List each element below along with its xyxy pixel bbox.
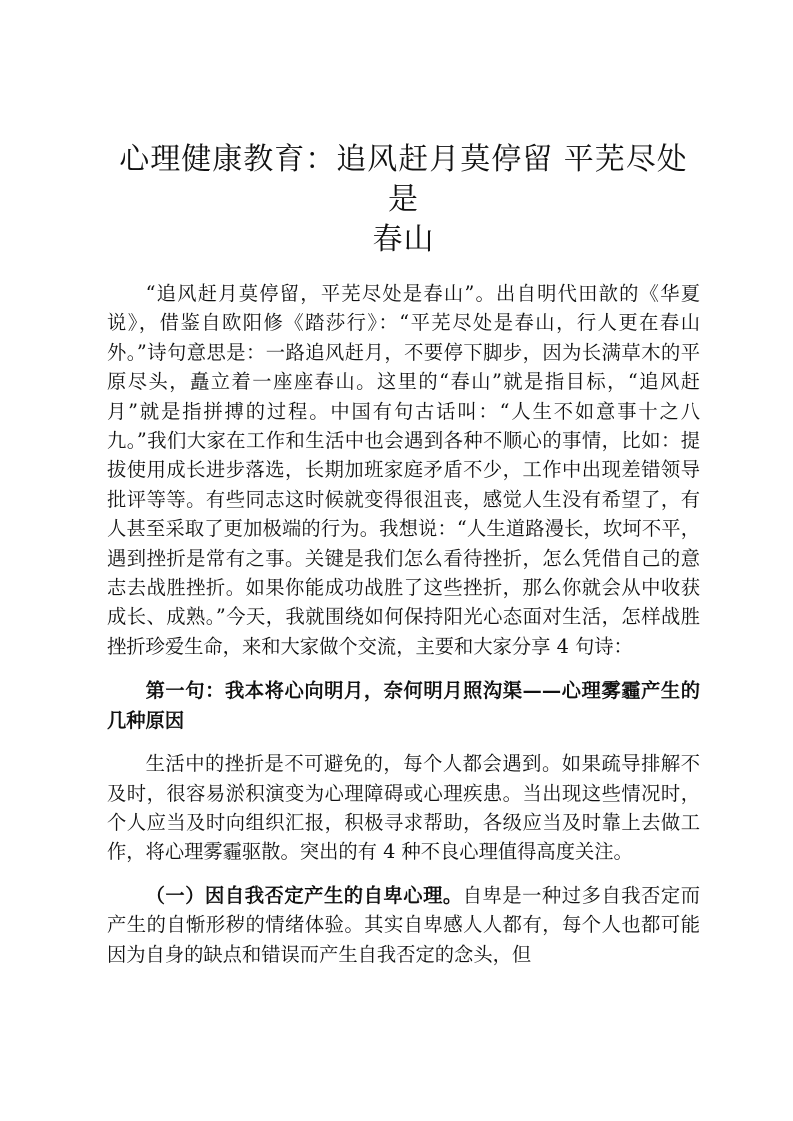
- intro-paragraph: “追风赶月莫停留，平芜尽处是春山”。出自明代田歆的《华夏说》，借鉴自欧阳修《踏莎行》：“平芜尽处是春山，行人更在春山外。”诗句意思是：一路追风赶月，不要停下脚步，因为长满草木的平原尽头，矗立着一座座春山。这里的“春山”就是指目标，“追风赶月”就是指拼搏的过程。中国有句古话叫：“人生不如意事十之八九。”我们大家在工作和生活中也会遇到各种不顺心的事情，比如：提拔使用成长进步落选，长期加班家庭矛盾不少，工作中出现差错领导批评等等。有些同志这时候就变得很沮丧，感觉人生没有希望了，有人甚至采取了更加极端的行为。我想说：“人生道路漫长，坎坷不平，遇到挫折是常有之事。关键是我们怎么看待挫折，怎么凭借自己的意志去战胜挫折。如果你能成功战胜了这些挫折，那么你就会从中收获成长、成熟。”今天，我就围绕如何保持阳光心态面对生活，怎样战胜挫折珍爱生命，来和大家做个交流，主要和大家分享 4 句诗：: [107, 282, 700, 658]
- section-1-heading: 第一句：我本将心向明月，奈何明月照沟渠——心理雾霾产生的几种原因: [107, 679, 700, 732]
- item-1-lead: （一）因自我否定产生的自卑心理。: [145, 883, 463, 907]
- document-title-line-2: 春山: [372, 222, 435, 257]
- section-1-body-paragraph: 生活中的挫折是不可避免的，每个人都会遇到。如果疏导排解不及时，很容易淤积演变为心理障碍或心理疾患。当出现这些情况时，个人应当及时向组织汇报，积极寻求帮助，各级应当及时靠上去做工作，将心理雾霾驱散。突出的有 4 种不良心理值得高度关注。: [107, 752, 700, 864]
- item-1-body: 自卑是一种过多自我否定而产生的自惭形秽的情绪体验。其实自卑感人人都有，每个人也都可能因为自身的缺点和错误而产生自我否定的念头，但: [107, 883, 700, 966]
- item-1-paragraph: [107, 881, 700, 969]
- document-title-line-1: 心理健康教育：追风赶月莫停留 平芜尽处是: [119, 142, 688, 217]
- document-title: [107, 140, 700, 260]
